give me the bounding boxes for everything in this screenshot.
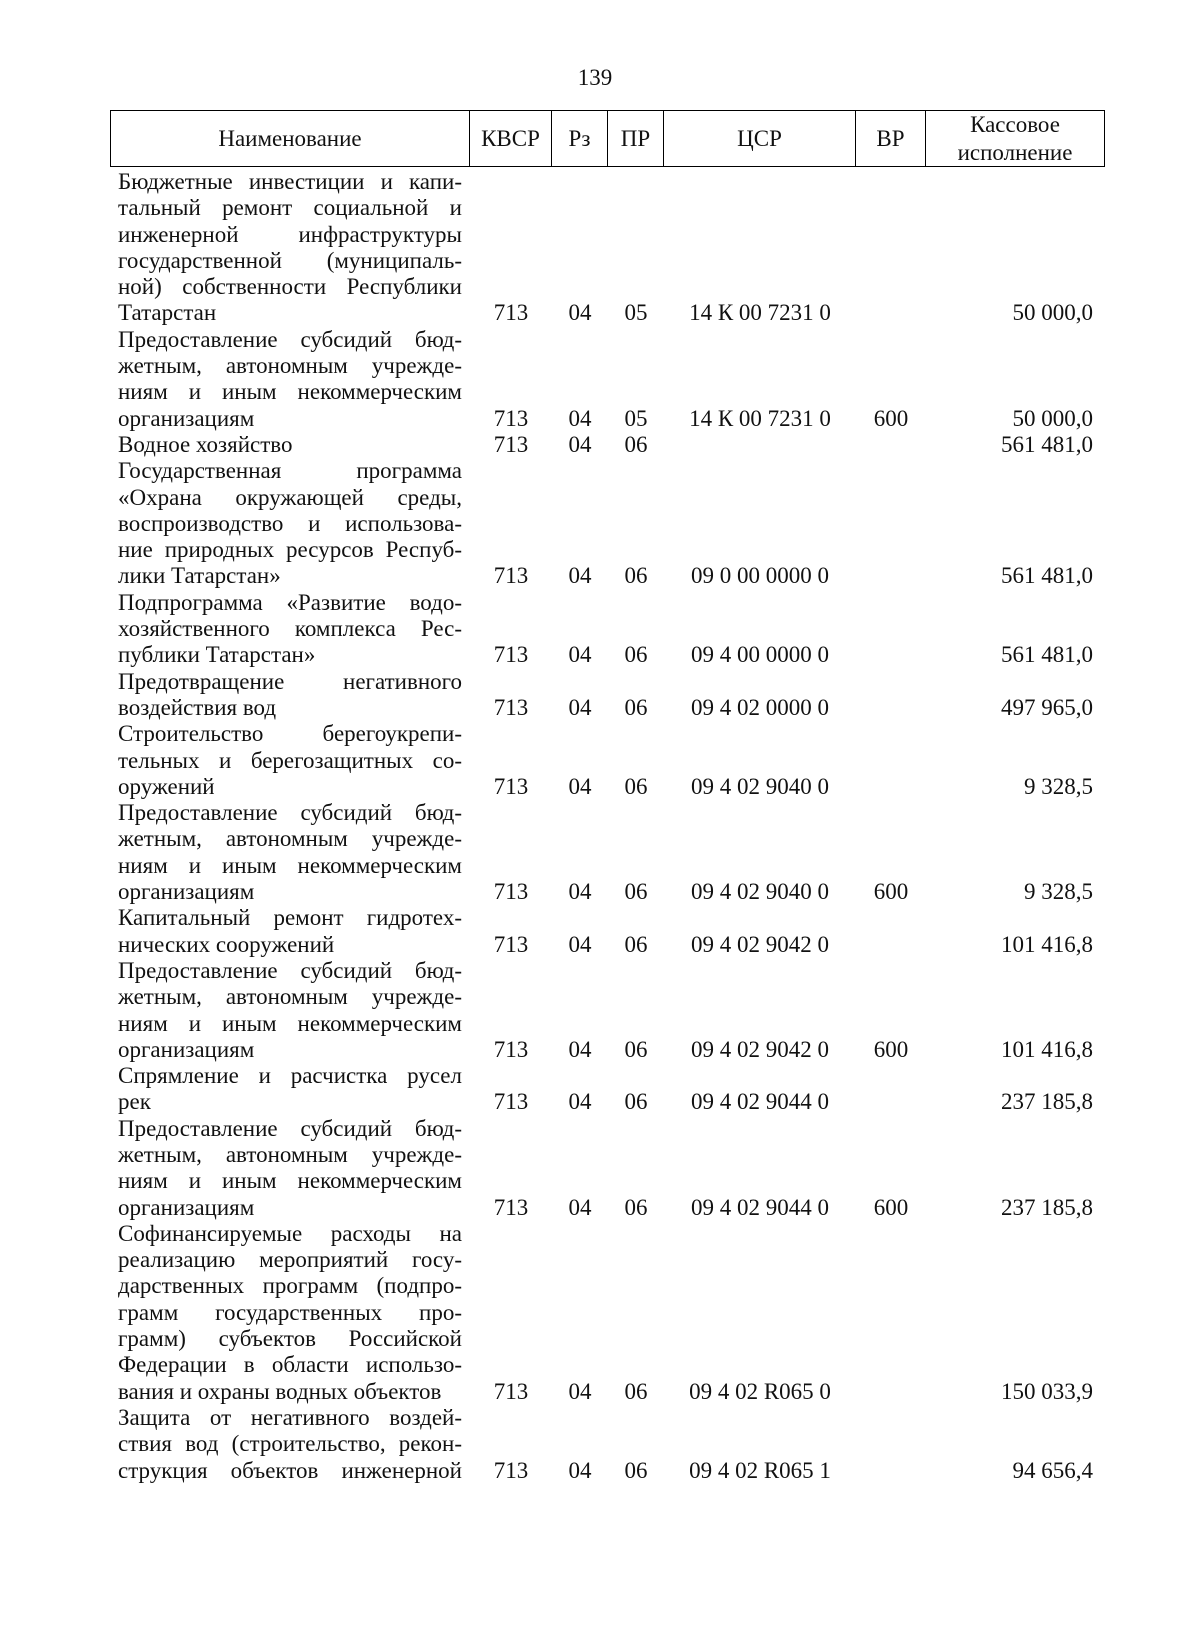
table-row [110, 1405, 1105, 1484]
cell-kvsr: 713 [493, 563, 529, 589]
name-line: лики Татарстан» [118, 563, 281, 589]
cell-csr: 09 4 02 9044 0 [691, 1194, 829, 1220]
cell-kvsr: 713 [493, 773, 529, 799]
cell-amount: 497 965,0 [1001, 694, 1093, 720]
row-name [110, 1221, 470, 1405]
cell-amount: 561 481,0 [1001, 642, 1093, 668]
cell-amount: 9 328,5 [1024, 773, 1093, 799]
table-row [110, 1221, 1105, 1405]
row-name [110, 590, 470, 669]
name-line: Предоставление субсидий бюд- [118, 800, 462, 826]
budget-table [110, 110, 1105, 1484]
table-row [110, 1116, 1105, 1221]
name-line: Капитальный ремонт гидротех- [118, 905, 462, 931]
row-name [110, 958, 470, 1063]
cell-csr: 14 К 00 7231 0 [689, 405, 831, 431]
name-line: инженерной инфраструктуры [118, 221, 462, 247]
cell-rz: 04 [568, 405, 592, 431]
cell-csr: 09 4 02 R065 0 [689, 1378, 831, 1404]
cell-kvsr: 713 [493, 1036, 529, 1062]
name-line: Предоставление субсидий бюд- [118, 1115, 462, 1141]
name-line: организациям [118, 405, 255, 431]
cell-pr: 06 [624, 1089, 648, 1115]
cell-kvsr: 713 [493, 1378, 529, 1404]
cell-csr: 09 4 02 0000 0 [691, 694, 829, 720]
cell-kvsr: 713 [493, 694, 529, 720]
cell-pr: 06 [624, 431, 648, 457]
name-line: нических сооружений [118, 931, 335, 957]
cell-csr: 09 0 00 0000 0 [691, 563, 829, 589]
cell-pr: 06 [624, 931, 648, 957]
name-line: дарственных программ (подпро- [118, 1273, 462, 1299]
cell-amount: 150 033,9 [1001, 1378, 1093, 1404]
cell-pr: 06 [624, 642, 648, 668]
name-line: хозяйственного комплекса Рес- [118, 616, 462, 642]
row-name [110, 905, 470, 958]
cell-pr: 06 [624, 1457, 648, 1483]
name-line: ниям и иным некоммерческим [118, 1010, 462, 1036]
cell-kvsr: 713 [493, 1457, 529, 1483]
table-row [110, 327, 1105, 432]
cell-pr: 05 [624, 300, 648, 326]
name-line: струкция объектов инженерной [118, 1457, 462, 1483]
cell-pr: 06 [624, 879, 648, 905]
cell-kvsr: 713 [493, 431, 529, 457]
row-name [110, 721, 470, 800]
cell-pr: 06 [624, 1194, 648, 1220]
row-name [110, 669, 470, 722]
cell-rz: 04 [568, 1378, 592, 1404]
name-line: ние природных ресурсов Респуб- [118, 537, 462, 563]
row-name [110, 800, 470, 905]
name-line: организациям [118, 879, 255, 905]
cell-amount: 237 185,8 [1001, 1194, 1093, 1220]
name-line: «Охрана окружающей среды, [118, 484, 462, 510]
cell-csr: 09 4 02 9040 0 [691, 773, 829, 799]
cell-csr: 09 4 02 9042 0 [691, 931, 829, 957]
cell-amount: 9 328,5 [1024, 879, 1093, 905]
cell-rz: 04 [568, 1194, 592, 1220]
cell-amount: 561 481,0 [1001, 431, 1093, 457]
name-line: рек [118, 1089, 151, 1115]
cell-amount: 94 656,4 [1012, 1457, 1093, 1483]
name-line: Спрямление и расчистка русел [118, 1063, 462, 1089]
name-line: тальный ремонт социальной и [118, 195, 462, 221]
table-row [110, 800, 1105, 905]
cell-pr: 06 [624, 1036, 648, 1062]
table-row [110, 721, 1105, 800]
cell-rz: 04 [568, 931, 592, 957]
name-line: ниям и иным некоммерческим [118, 1168, 462, 1194]
row-name [110, 1063, 470, 1116]
header-csr: ЦСР [664, 110, 856, 167]
name-line: Софинансируемые расходы на [118, 1220, 462, 1246]
table-header [110, 110, 1105, 167]
cell-csr: 09 4 02 9044 0 [691, 1089, 829, 1115]
header-rz: Рз [552, 110, 608, 167]
name-line: реализацию мероприятий госу- [118, 1247, 462, 1273]
page-number: 139 [577, 65, 613, 90]
cell-rz: 04 [568, 431, 592, 457]
name-line: Предотвращение негативного [118, 668, 462, 694]
cell-vr: 600 [873, 1036, 909, 1062]
cell-rz: 04 [568, 642, 592, 668]
cell-vr: 600 [873, 405, 909, 431]
name-line: Бюджетные инвестиции и капи- [118, 169, 462, 194]
cell-csr: 14 К 00 7231 0 [689, 300, 831, 326]
name-line: ной) собственности Республики [118, 274, 462, 300]
table-row [110, 169, 1105, 327]
cell-pr: 06 [624, 694, 648, 720]
name-line: жетным, автономным учрежде- [118, 826, 462, 852]
table-row [110, 432, 1105, 458]
name-line: жетным, автономным учрежде- [118, 1141, 462, 1167]
row-name [110, 327, 470, 432]
table-row [110, 905, 1105, 958]
cell-csr: 09 4 02 R065 1 [689, 1457, 831, 1483]
name-line: Государственная программа [118, 458, 462, 484]
name-line: организациям [118, 1194, 255, 1220]
name-line: грамм) субъектов Российской [118, 1326, 462, 1352]
cell-kvsr: 713 [493, 405, 529, 431]
cell-kvsr: 713 [493, 879, 529, 905]
header-kvsr: КВСР [470, 110, 552, 167]
cell-kvsr: 713 [493, 1194, 529, 1220]
cell-kvsr: 713 [493, 1089, 529, 1115]
row-name [110, 1405, 470, 1484]
cell-rz: 04 [568, 1457, 592, 1483]
cell-pr: 06 [624, 1378, 648, 1404]
cell-kvsr: 713 [493, 931, 529, 957]
row-name [110, 458, 470, 589]
name-line: Предоставление субсидий бюд- [118, 957, 462, 983]
table-row [110, 458, 1105, 589]
cell-kvsr: 713 [493, 642, 529, 668]
name-line: Подпрограмма «Развитие водо- [118, 589, 462, 615]
name-line: жетным, автономным учрежде- [118, 984, 462, 1010]
cell-rz: 04 [568, 1036, 592, 1062]
header-vr: ВР [856, 110, 926, 167]
cell-amount: 237 185,8 [1001, 1089, 1093, 1115]
name-line: ниям и иным некоммерческим [118, 379, 462, 405]
cell-amount: 101 416,8 [1001, 1036, 1093, 1062]
name-line: воздействия вод [118, 694, 277, 720]
cell-kvsr: 713 [493, 300, 529, 326]
table-row [110, 590, 1105, 669]
cell-csr: 09 4 00 0000 0 [691, 642, 829, 668]
name-line: тельных и берегозащитных со- [118, 747, 462, 773]
row-name [110, 432, 470, 458]
name-line: Татарстан [118, 300, 217, 326]
cell-pr: 06 [624, 773, 648, 799]
table-row [110, 669, 1105, 722]
name-line: ствия вод (строительство, рекон- [118, 1431, 462, 1457]
name-line: Предоставление субсидий бюд- [118, 326, 462, 352]
row-name [110, 1116, 470, 1221]
table-body [110, 169, 1105, 1484]
table-row [110, 1063, 1105, 1116]
header-amount: Кассовое исполнение [926, 110, 1105, 167]
cell-rz: 04 [568, 773, 592, 799]
name-line: ниям и иным некоммерческим [118, 852, 462, 878]
name-line: вания и охраны водных объектов [118, 1378, 442, 1404]
cell-csr: 09 4 02 9042 0 [691, 1036, 829, 1062]
cell-pr: 06 [624, 563, 648, 589]
cell-rz: 04 [568, 1089, 592, 1115]
name-line: публики Татарстан» [118, 642, 316, 668]
name-line: организациям [118, 1036, 255, 1062]
row-name [110, 169, 470, 327]
cell-rz: 04 [568, 694, 592, 720]
cell-amount: 50 000,0 [1012, 405, 1093, 431]
name-line: воспроизводство и использова- [118, 510, 462, 536]
cell-rz: 04 [568, 563, 592, 589]
name-line: оружений [118, 773, 215, 799]
name-line: грамм государственных про- [118, 1299, 462, 1325]
cell-vr: 600 [873, 1194, 909, 1220]
table-row [110, 958, 1105, 1063]
cell-vr: 600 [873, 879, 909, 905]
cell-rz: 04 [568, 879, 592, 905]
cell-amount: 101 416,8 [1001, 931, 1093, 957]
name-line: Защита от негативного воздей- [118, 1404, 462, 1430]
header-pr: ПР [608, 110, 664, 167]
cell-pr: 05 [624, 405, 648, 431]
name-line: Водное хозяйство [118, 431, 293, 457]
cell-amount: 561 481,0 [1001, 563, 1093, 589]
name-line: Строительство берегоукрепи- [118, 721, 462, 747]
header-name: Наименование [110, 110, 470, 167]
name-line: государственной (муниципаль- [118, 247, 462, 273]
name-line: Федерации в области использо- [118, 1352, 462, 1378]
cell-amount: 50 000,0 [1012, 300, 1093, 326]
cell-rz: 04 [568, 300, 592, 326]
cell-csr: 09 4 02 9040 0 [691, 879, 829, 905]
name-line: жетным, автономным учрежде- [118, 353, 462, 379]
